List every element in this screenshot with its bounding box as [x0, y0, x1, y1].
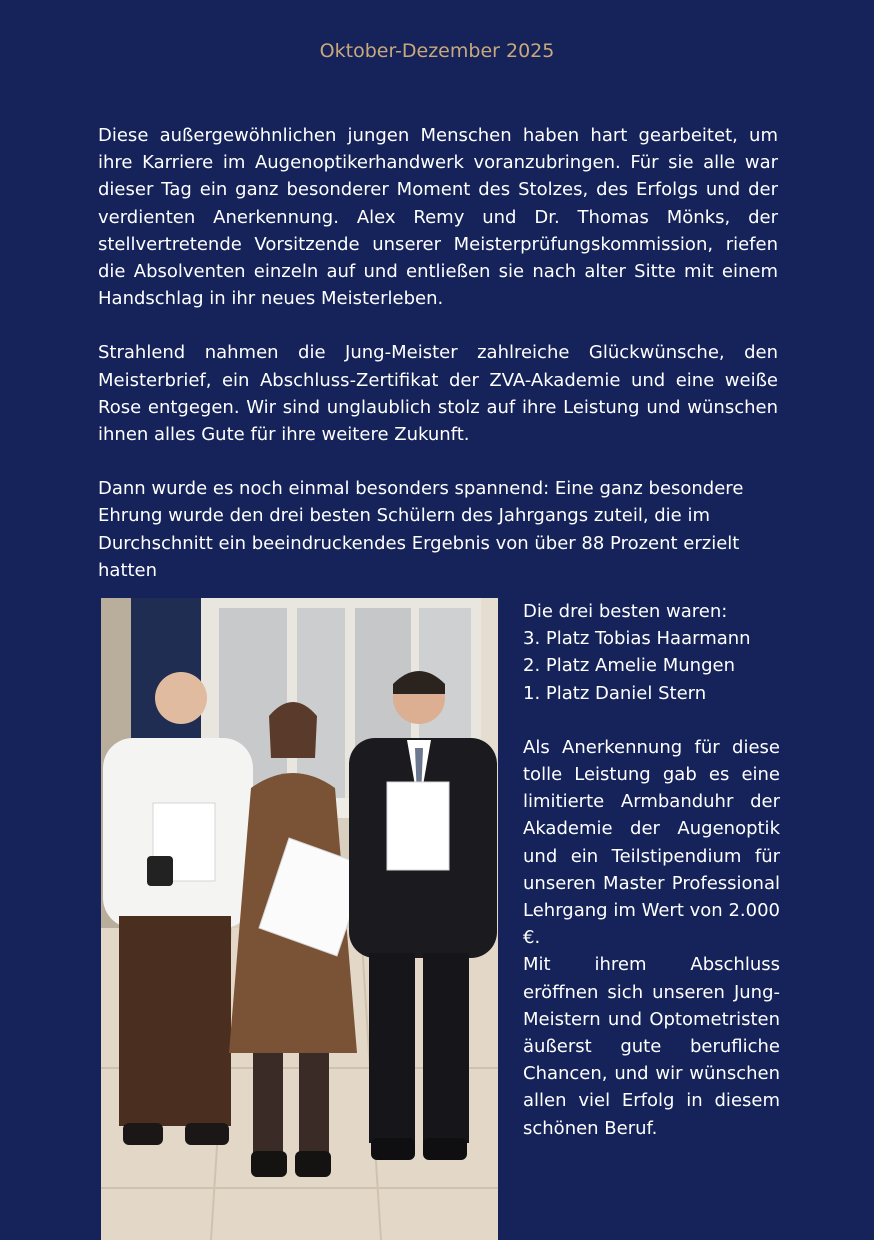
- winners-heading: Die drei besten waren:: [523, 601, 728, 622]
- intro-paragraph-1: Diese außergewöhnlichen jungen Menschen haben hart gearbeitet, um ihre Karriere im Augenoptikerhandwerk voranzubringen. Für sie alle war dieser Tag ein ganz besonderer Moment des Stolzes, des Erfolgs und der verdienten Anerkennung. Alex Remy und Dr. Thomas Mönks, der stellvertretende Vorsitzende unserer Meisterprüfungskommission, riefen die Absolventen einzeln auf und entließen sie nach alter Sitte mit einem Handschlag in ihr neues Meisterleben.: [98, 125, 778, 310]
- closing-paragraph: Mit ihrem Abschluss eröffnen sich unseren Jung-Meistern und Optometristen äußerst gute berufliche Chancen, und wir wünschen allen viel Erfolg in diesem schönen Beruf.: [523, 954, 780, 1139]
- winners-section: [523, 598, 780, 1142]
- winner-third-place: 3. Platz Tobias Haarmann: [523, 628, 751, 650]
- intro-text: [98, 122, 778, 584]
- winner-first-place: 1. Platz Daniel Stern: [523, 682, 707, 704]
- winner-second-place: 2. Platz Amelie Mungen: [523, 655, 735, 677]
- intro-paragraph-2: Strahlend nahmen die Jung-Meister zahlreiche Glückwünsche, den Meisterbrief, ein Abschluss-Zertifikat der ZVA-Akademie und eine weiße Rose entgegen. Wir sind unglaublich stolz auf ihre Leistung und wünschen ihnen alles Gute für ihre weitere Zukunft.: [98, 342, 778, 446]
- issue-date-range: Oktober-Dezember 2025: [319, 40, 555, 62]
- award-paragraph: Als Anerkennung für diese tolle Leistung gab es eine limitierte Armbanduhr der Akademie der Augenoptik und ein Teilstipendium für unseren Master Professional Lehrgang im Wert von 2.000 €.: [523, 736, 780, 949]
- intro-paragraph-3: Dann wurde es noch einmal besonders spannend: Eine ganz besondere Ehrung wurde den drei besten Schülern des Jahrgangs zuteil, die im Durchschnitt ein beeindruckendes Ergebnis von über 88 Prozent erzielt hatten: [98, 478, 744, 581]
- graduates-photo: [101, 598, 498, 1240]
